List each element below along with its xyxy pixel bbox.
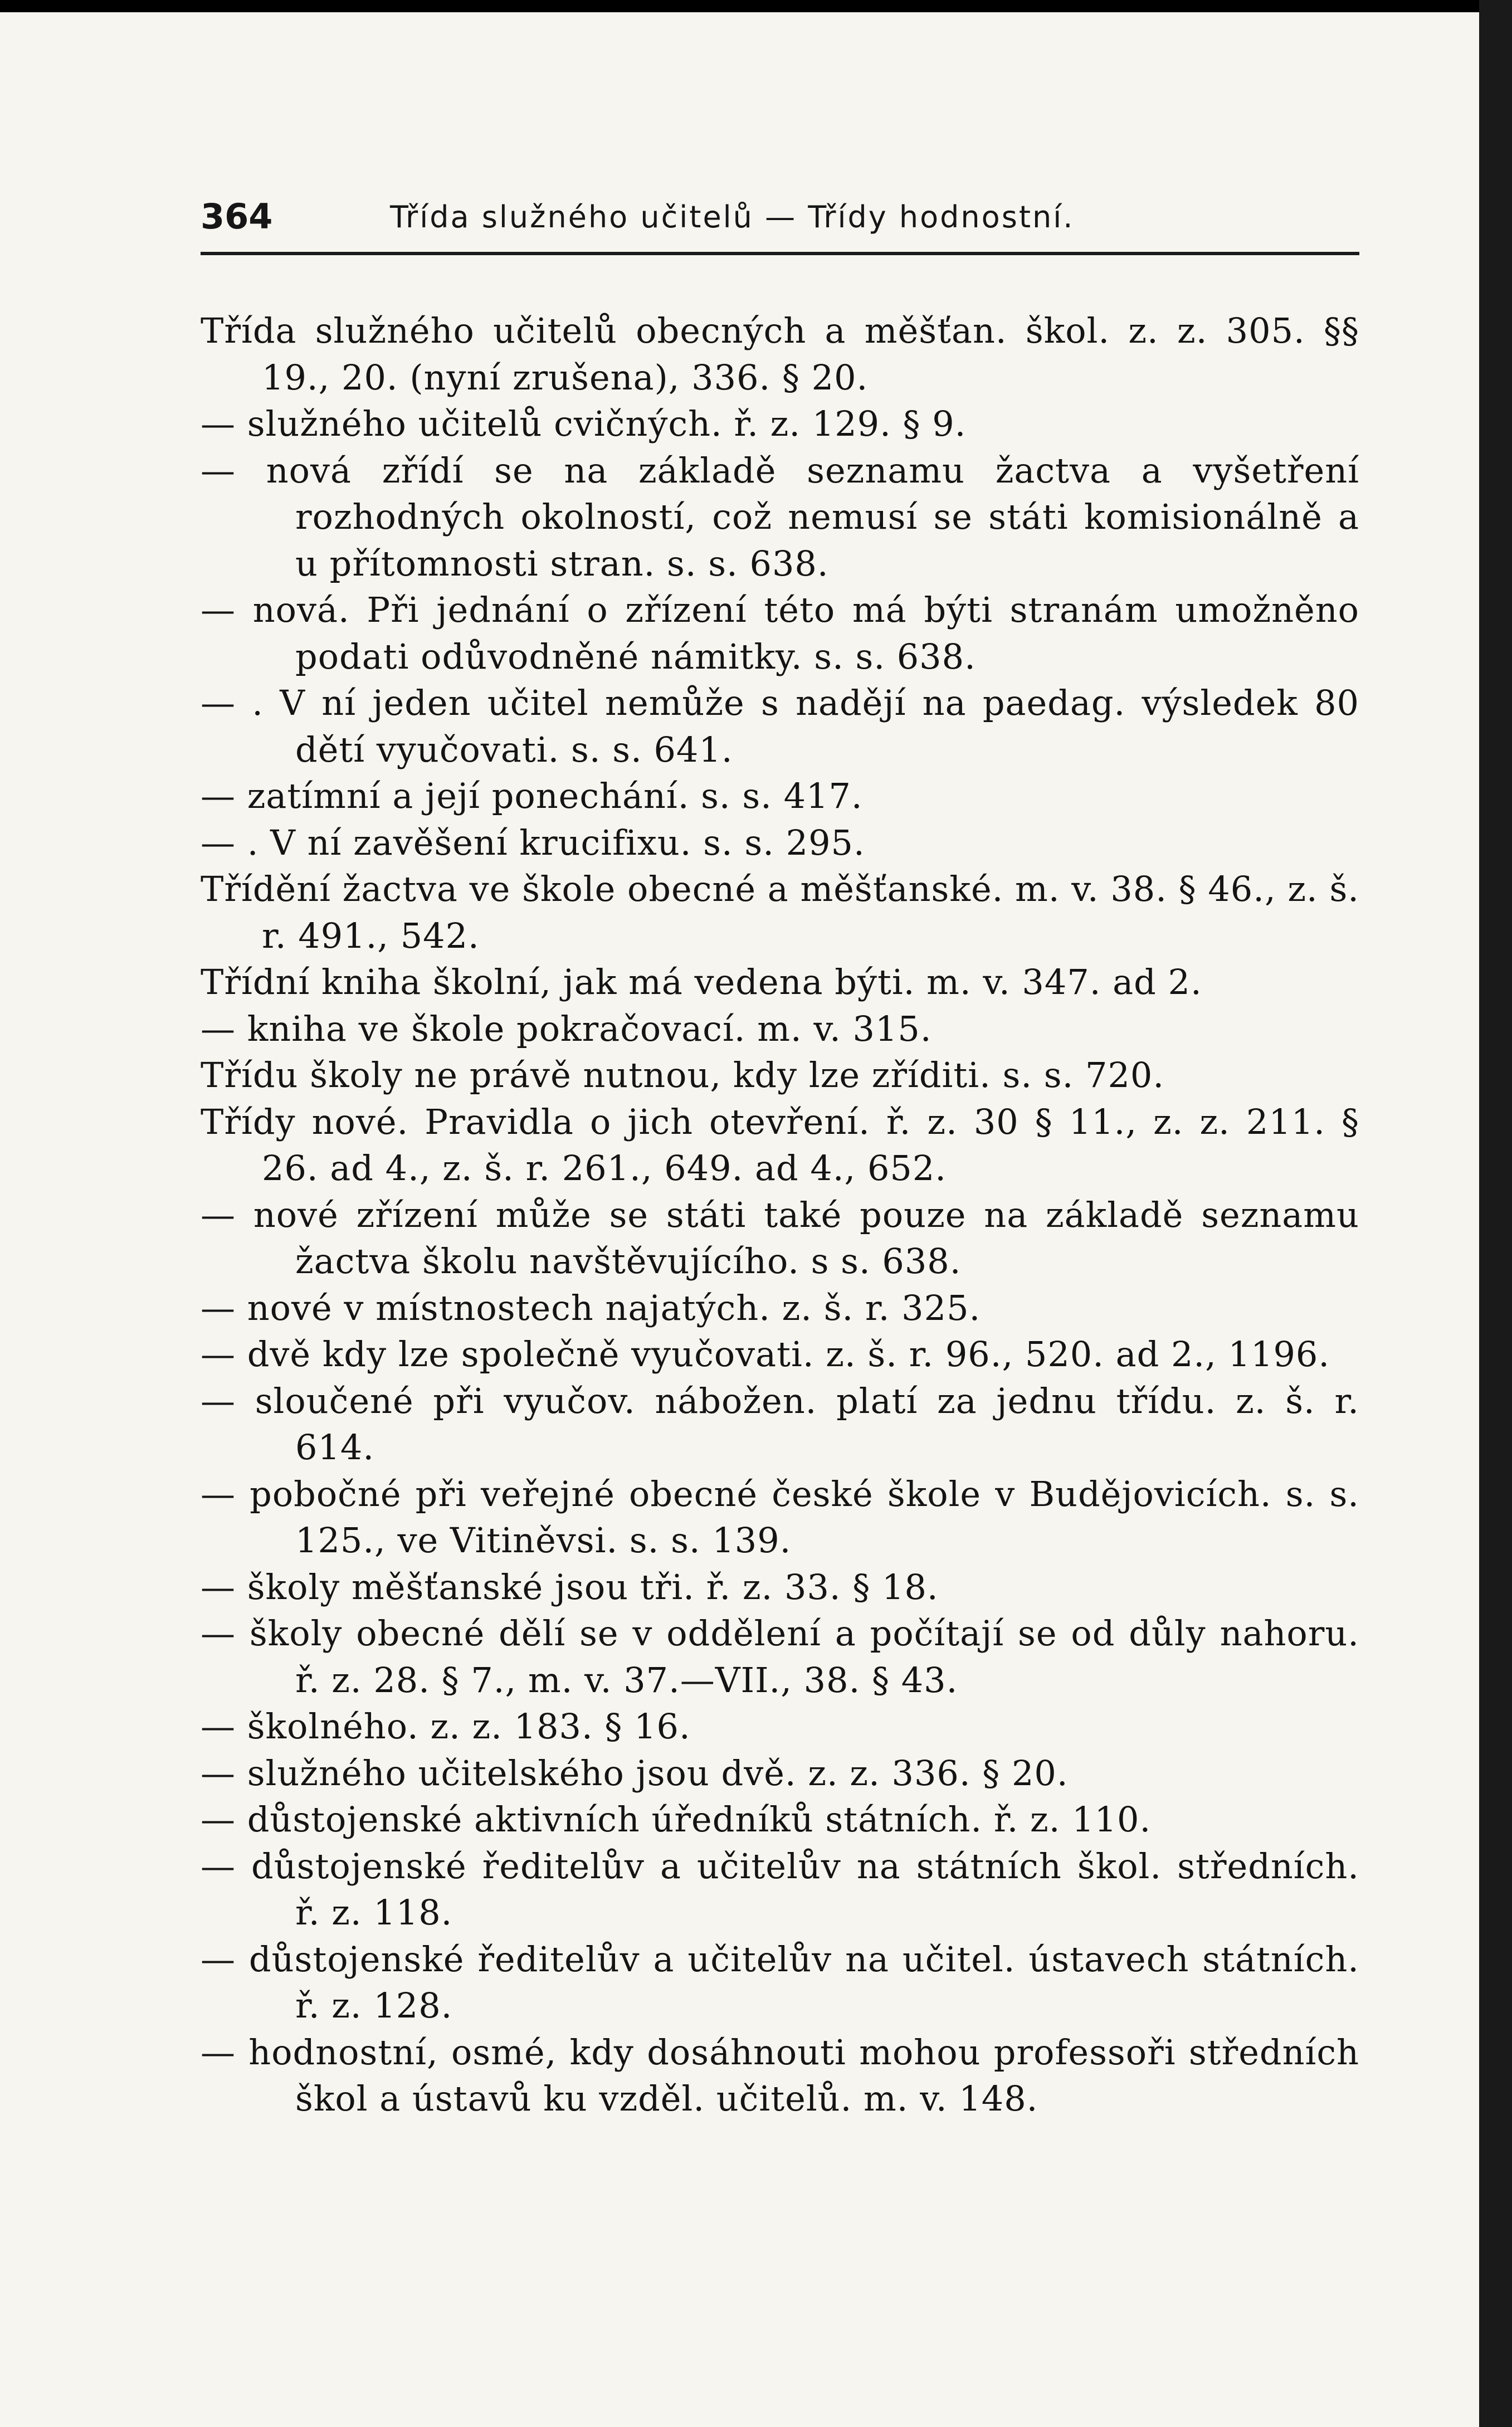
index-subentry: — . V ní jeden učitel nemůže s nadějí na paedag. výsledek 80 dětí vyučovati. s. s. 641. — [201, 683, 1359, 770]
index-entry-heading: Třídu školy ne právě nutnou, kdy lze zříditi. s. s. 720. — [201, 1055, 1165, 1095]
index-entries — [201, 308, 1359, 2122]
header-rule — [201, 252, 1359, 255]
index-subentry: — pobočné při veřejné obecné české škole v Budějovicích. s. s. 125., ve Vitiněvsi. s. s. 139. — [201, 1473, 1359, 1561]
book-page — [0, 12, 1479, 2427]
index-entry-heading: Třídění žactva ve škole obecné a měšťanské. m. v. 38. § 46., z. š. r. 491., 542. — [201, 869, 1359, 956]
index-subentry: — školy měšťanské jsou tři. ř. z. 33. § 18. — [201, 1566, 939, 1607]
index-entry-heading: Třídní kniha školní, jak má vedena býti. m. v. 347. ad 2. — [201, 962, 1202, 1002]
index-subentry: — hodnostní, osmé, kdy dosáhnouti mohou professoři středních škol a ústavů ku vzděl. učitelů. m. v. 148. — [201, 2031, 1359, 2119]
index-subentry: — důstojenské aktivních úředníků státních. ř. z. 110. — [201, 1799, 1152, 1840]
index-subentry: — služného učitelů cvičných. ř. z. 129. § 9. — [201, 403, 967, 444]
index-subentry: — nová. Při jednání o zřízení této má býti stranám umožněno podati odůvodněné námitky. s. s. 638. — [201, 589, 1359, 677]
index-subentry: — školného. z. z. 183. § 16. — [201, 1706, 691, 1747]
index-subentry: — školy obecné dělí se v oddělení a počítají se od důly nahoru. ř. z. 28. § 7., m. v. 37.—VII., 38. § 43. — [201, 1613, 1359, 1700]
page-number: 364 — [201, 196, 273, 237]
index-entry-heading: Třída služného učitelů obecných a měšťan. škol. z. z. 305. §§ 19., 20. (nyní zrušena), 336. § 20. — [201, 310, 1359, 398]
index-subentry: — kniha ve škole pokračovací. m. v. 315. — [201, 1008, 932, 1049]
index-subentry: — nové v místnostech najatých. z. š. r. 325. — [201, 1287, 981, 1328]
index-subentry: — zatímní a její ponechání. s. s. 417. — [201, 776, 863, 816]
index-subentry: — sloučené při vyučov. nábožen. platí za jednu třídu. z. š. r. 614. — [201, 1380, 1359, 1468]
index-subentry: — . V ní zavěšení krucifixu. s. s. 295. — [201, 822, 865, 863]
page-edge — [1479, 0, 1512, 2427]
index-subentry: — důstojenské ředitelův a učitelův na učitel. ústavech státních. ř. z. 128. — [201, 1938, 1359, 2026]
index-subentry: — služného učitelského jsou dvě. z. z. 336. § 20. — [201, 1752, 1069, 1794]
page-header — [201, 196, 1359, 246]
running-head: Třída služného učitelů — Třídy hodnostní. — [390, 199, 1075, 235]
index-subentry: — dvě kdy lze společně vyučovati. z. š. r. 96., 520. ad 2., 1196. — [201, 1334, 1330, 1375]
index-subentry: — nové zřízení může se státi také pouze na základě seznamu žactva školu navštěvujícího. s s. 638. — [201, 1194, 1359, 1281]
index-subentry: — důstojenské ředitelův a učitelův na státních škol. středních. ř. z. 118. — [201, 1845, 1359, 1933]
index-subentry: — nová zřídí se na základě seznamu žactva a vyšetření rozhodných okolností, což nemusí se státi komisionálně a u přítomnosti stran. s. s. 638. — [201, 450, 1359, 584]
index-entry-heading: Třídy nové. Pravidla o jich otevření. ř. z. 30 § 11., z. z. 211. § 26. ad 4., z. š. r. 261., 649. ad 4., 652. — [201, 1101, 1359, 1188]
